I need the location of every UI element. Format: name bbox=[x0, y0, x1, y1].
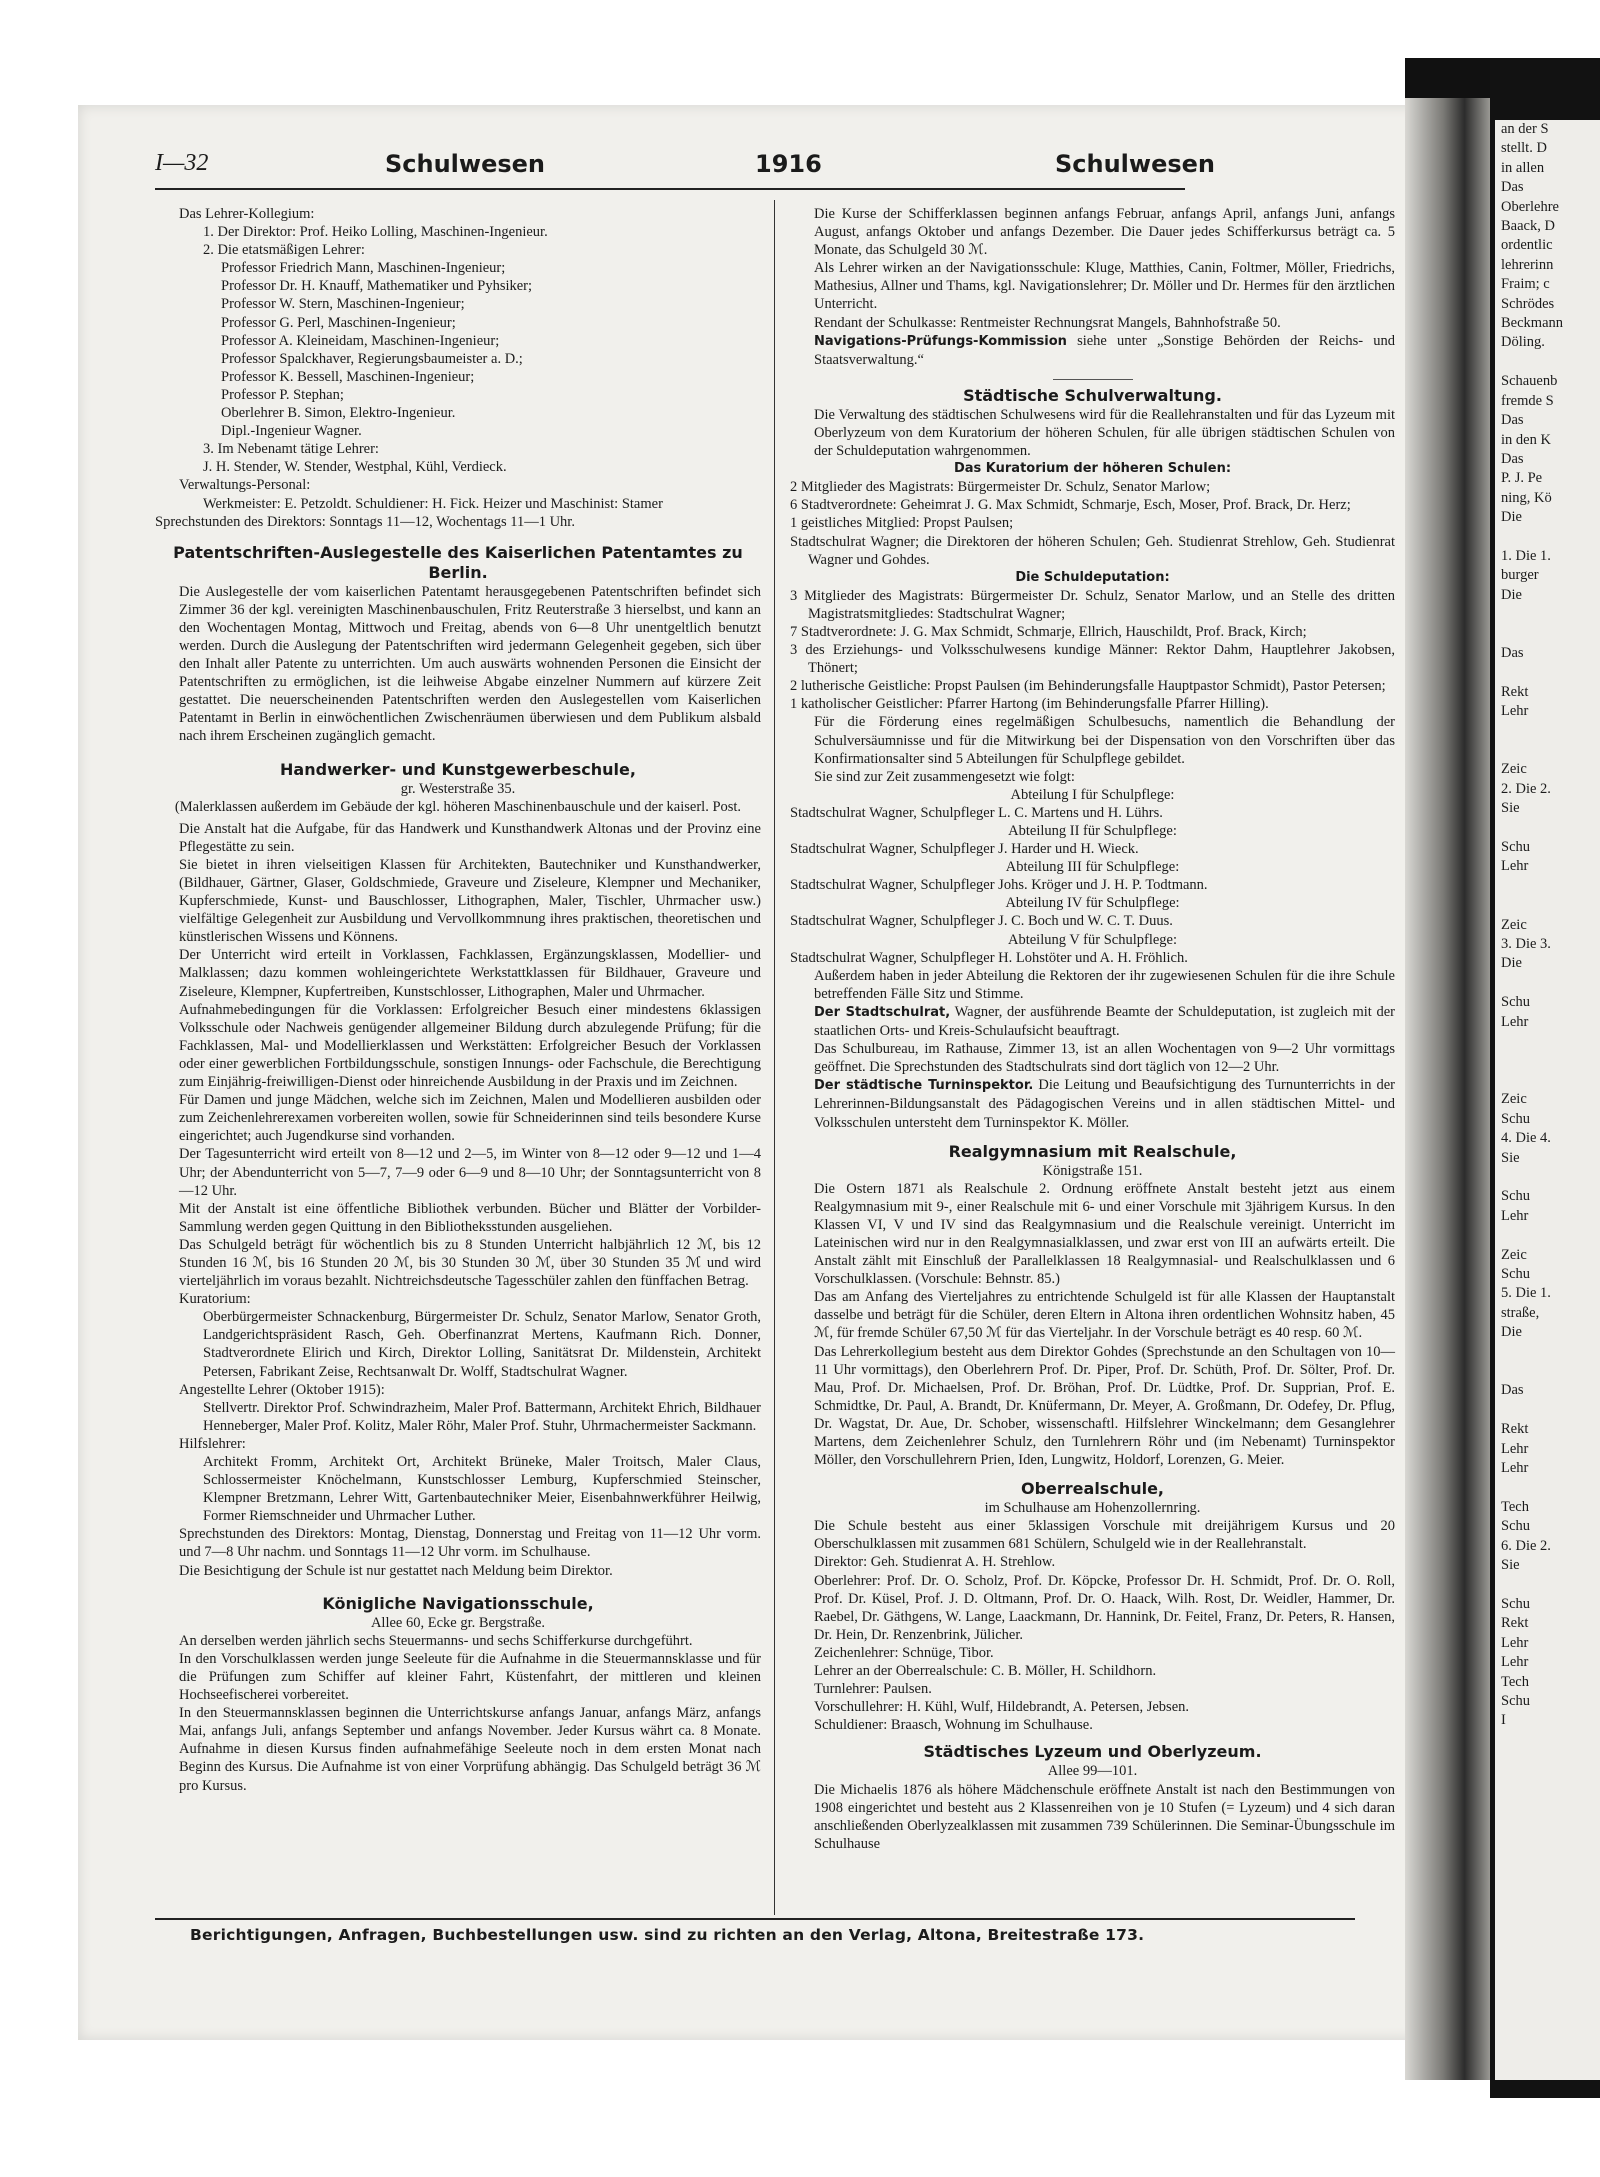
next-page-fragment: in allen bbox=[1501, 159, 1545, 176]
section-separator bbox=[1053, 379, 1133, 380]
text-line: Sprechstunden des Direktors: Sonntags 11—12, Wochentags 11—1 Uhr. bbox=[155, 513, 575, 530]
paragraph: Für Damen und junge Mädchen, welche sich im Zeichnen, Malen und Modellieren ausbilden oder zum Zeichenlehrerexamen vorbereiten wollen, sowie für Schneiderinnen sind teils besondere Kurse eingerichtet; auch Jugendkurse sind vorhanden. bbox=[179, 1092, 761, 1145]
next-page-fragment: Lehr bbox=[1501, 1634, 1529, 1651]
next-page-fragment: Lehr bbox=[1501, 1460, 1529, 1477]
next-page-fragment: Das bbox=[1501, 412, 1524, 429]
handwerker-address: gr. Westerstraße 35. bbox=[400, 780, 516, 797]
text-line: Verwaltungs-Personal: bbox=[179, 477, 311, 494]
paragraph: Sie bietet in ihren vielseitigen Klassen für Architekten, Bautechniker und Kunsthandwerker, (Bildhauer, Gärtner, Glaser, Goldschmiede, Graveure und Ziseleure, Klempner und Mechaniker, Kupferschmiede, Kunst- und Bauschlosser, Lithographen, Maler, Tischler, Uhrmacher usw.) vielfältige Gelegenheit zur Ausbildung und Vervollkommnung ihres praktischen, theoretischen und künstlerischen Wissens und Könnens. bbox=[179, 856, 761, 946]
next-page-fragment: 5. Die 1. bbox=[1501, 1285, 1551, 1302]
abteilung-head: Abteilung II für Schulpflege: bbox=[1008, 823, 1177, 839]
next-page-fragment: 2. Die 2. bbox=[1501, 780, 1551, 797]
section-title-staedtische: Städtische Schulverwaltung. bbox=[963, 385, 1222, 405]
text-line: Professor Dr. H. Knauff, Mathematiker und Pyhsiker; bbox=[221, 278, 533, 295]
next-page-fragment: lehrerinn bbox=[1501, 256, 1554, 273]
next-page-fragment: Die bbox=[1501, 586, 1522, 603]
next-page-fragment: Sie bbox=[1501, 800, 1520, 817]
next-page-fragment bbox=[1495, 1575, 1600, 1594]
angestellte-text: Stellvertr. Direktor Prof. Schwindrazheim, Maler Prof. Battermann, Architekt Ehrich, Bildhauer Henneberger, Maler Prof. Kolitz, Maler Röhr, Maler Prof. Stuhr, Uhrmachermeister Sackmann. bbox=[203, 1399, 761, 1434]
book-binding bbox=[1405, 60, 1490, 2080]
next-page-fragment: Baack, D bbox=[1501, 218, 1555, 235]
next-page-fragment: 6. Die 2. bbox=[1501, 1537, 1551, 1554]
next-page-fragment: Lehr bbox=[1501, 703, 1529, 720]
next-page-fragment: Die bbox=[1501, 955, 1522, 972]
abteilung-text: Stadtschulrat Wagner, Schulpfleger H. Lohstöter und A. H. Fröhlich. bbox=[790, 949, 1188, 966]
paragraph: An derselben werden jährlich sechs Steuermanns- und sechs Schifferkurse durchgeführt. bbox=[179, 1632, 693, 1649]
text-line: Professor W. Stern, Maschinen-Ingenieur; bbox=[221, 296, 465, 313]
next-page-fragment: Das bbox=[1501, 179, 1524, 196]
section-title-realgymnasium: Realgymnasium mit Realschule, bbox=[948, 1141, 1237, 1161]
next-page-fragment: ning, Kö bbox=[1501, 489, 1552, 506]
left-column bbox=[155, 205, 761, 1795]
text-line: Professor Spalckhaver, Regierungsbaumeister a. D.; bbox=[221, 350, 523, 367]
next-page-fragment bbox=[1495, 877, 1600, 896]
abteilung-text: Stadtschulrat Wagner, Schulpfleger Johs. Kröger und J. H. P. Todtmann. bbox=[790, 877, 1208, 894]
next-page-fragment: Beckmann bbox=[1501, 315, 1564, 332]
next-page-fragments bbox=[1495, 120, 1600, 1731]
next-page-fragment: Lehr bbox=[1501, 1654, 1529, 1671]
text-line: Dipl.-Ingenieur Wagner. bbox=[221, 423, 362, 440]
section-title-navigation: Königliche Navigationsschule, bbox=[322, 1593, 594, 1613]
next-page-fragment: Tech bbox=[1501, 1673, 1529, 1690]
next-page-fragment: Zeic bbox=[1501, 916, 1527, 933]
paragraph: Der Unterricht wird erteilt in Vorklassen, Fachklassen, Ergänzungsklassen, Modellier- und Malklassen; dazu kommen wohleingerichtete Werkstattklassen für Bildhauer, Graveure und Ziseleure, Klempner, Kupfertreiben, Kunstschlosser, Lithographen, Maler und Uhrmacher. bbox=[179, 947, 761, 1000]
footer-notice: Berichtigungen, Anfragen, Buchbestellungen usw. sind zu richten an den Verlag, Altona, Breitestraße 173. bbox=[190, 1926, 1145, 1944]
next-page-fragment: Das bbox=[1501, 450, 1524, 467]
paragraph: In den Vorschulklassen werden junge Seeleute für die Aufnahme in die Steuermannsklasse und für die Prüfungen zum Schiffer auf kleiner Fahrt, Küstenfahrt, der mittleren und kleinen Hochseefischerei vorbereitet. bbox=[179, 1650, 761, 1704]
hilfslehrer-text: Architekt Fromm, Architekt Ort, Architekt Brüneke, Maler Troitsch, Maler Claus, Schlossermeister Knöchelmann, Kunstschlosser Lemburg, Kupferschmied Steinscher, Klempner Bretzmann, Lehrer Witt, Gartenbautechniker Meier, Eisenbahnwerkführer Heilwig, Former Riemschneider und Uhrmacher Luther. bbox=[203, 1454, 761, 1525]
next-page-fragment bbox=[1495, 819, 1600, 838]
text-line: Professor A. Kleineidam, Maschinen-Ingenieur; bbox=[221, 332, 500, 349]
text-line: Das Lehrer-Kollegium: bbox=[179, 206, 315, 222]
next-page-fragment: Sie bbox=[1501, 1149, 1520, 1166]
next-page-fragment: Oberlehre bbox=[1501, 198, 1559, 215]
list-item: 7 Stadtverordnete: J. G. Max Schmidt, Schmarje, Ellrich, Hauschildt, Prof. Brack, Kirch; bbox=[790, 623, 1307, 640]
paragraph: Rendant der Schulkasse: Rentmeister Rechnungsrat Mangels, Bahnhofstraße 50. bbox=[814, 314, 1281, 331]
staedtische-intro: Die Verwaltung des städtischen Schulwesens wird für die Reallehranstalten und für das Lyzeum mit Oberlyzeum von dem Kuratorium der höheren Schulen, für alle übrigen städtischen Schulen von der Schuldeputation wahrgenommen. bbox=[814, 406, 1395, 460]
next-page-fragment: 1. Die 1. bbox=[1501, 547, 1551, 564]
next-page-fragment bbox=[1495, 896, 1600, 915]
paragraph: Mit der Anstalt ist eine öffentliche Bibliothek verbunden. Bücher und Blätter der Vorbilder-Sammlung werden gegen Quittung in den Bibliotheksstunden ausgeliehen. bbox=[179, 1200, 761, 1235]
next-page-fragment: Tech bbox=[1501, 1498, 1529, 1515]
next-page-fragment: Schu bbox=[1501, 1518, 1530, 1535]
next-page-fragment bbox=[1495, 528, 1600, 547]
next-page-fragment: Sie bbox=[1501, 1557, 1520, 1574]
next-page-fragment: burger bbox=[1501, 567, 1539, 584]
year-heading: 1916 bbox=[755, 150, 822, 178]
abteilung-head: Abteilung IV für Schulpflege: bbox=[1005, 895, 1180, 912]
next-page-fragment: straße, bbox=[1501, 1304, 1540, 1321]
text-line: 3. Im Nebenamt tätige Lehrer: bbox=[203, 441, 379, 458]
next-page-fragment: Lehr bbox=[1501, 1440, 1529, 1457]
running-title-right: Schulwesen bbox=[1055, 150, 1216, 178]
next-page-fragment: 3. Die 3. bbox=[1501, 936, 1551, 953]
right-column bbox=[790, 205, 1395, 1853]
next-page-fragment bbox=[1495, 625, 1600, 644]
footer-rule bbox=[155, 1918, 1355, 1920]
abteilung-head: Abteilung V für Schulpflege: bbox=[1007, 931, 1177, 948]
stadtschulrat-text: Wagner, der ausführende Beamte der Schuldeputation, ist zugleich mit der staatlichen Orts- und Kreis-Schulaufsicht beauftragt. bbox=[814, 1003, 1395, 1040]
staff-line: Lehrer an der Oberrealschule: C. B. Möller, H. Schildhorn. bbox=[814, 1663, 1157, 1680]
deputation-head: Die Schuldeputation: bbox=[1015, 569, 1170, 585]
section-title-oberrealschule: Oberrealschule, bbox=[1020, 1479, 1165, 1499]
next-page-fragment: ordentlic bbox=[1501, 237, 1553, 254]
next-page-fragment bbox=[1495, 1226, 1600, 1245]
zusammengesetzt: Sie sind zur Zeit zusammengesetzt wie folgt: bbox=[814, 768, 1075, 785]
navigation-address: Allee 60, Ecke gr. Bergstraße. bbox=[370, 1614, 546, 1631]
text-line: Professor G. Perl, Maschinen-Ingenieur; bbox=[221, 314, 456, 331]
kuratorium-label: Kuratorium: bbox=[179, 1291, 251, 1308]
abteilung-text: Stadtschulrat Wagner, Schulpfleger J. Harder und H. Wieck. bbox=[790, 841, 1139, 858]
next-page-fragment: in den K bbox=[1501, 431, 1551, 448]
next-page-fragment: Die bbox=[1501, 509, 1522, 526]
text-line: 2. Die etatsmäßigen Lehrer: bbox=[203, 242, 365, 259]
next-page-fragment bbox=[1495, 1032, 1600, 1051]
abteilung-head: Abteilung III für Schulpflege: bbox=[1005, 859, 1180, 876]
next-page-fragment bbox=[1495, 1052, 1600, 1071]
angestellte-label: Angestellte Lehrer (Oktober 1915): bbox=[179, 1381, 385, 1398]
section-title-lyzeum: Städtisches Lyzeum und Oberlyzeum. bbox=[923, 1742, 1262, 1762]
section-title-handwerker: Handwerker- und Kunstgewerbeschule, bbox=[280, 759, 636, 779]
paragraph: Das Schulgeld beträgt für wöchentlich bis zu 8 Stunden Unterricht halbjährlich 12 ℳ, bis 12 Stunden 16 ℳ, bis 16 Stunden 20 ℳ, bis 30 Stunden 30 ℳ, über 30 Stunden 35 ℳ und wird vierteljährlich im voraus bezahlt. Nichtreichsdeutsche Tagesschüler zahlen den fünffachen Betrag. bbox=[179, 1236, 761, 1290]
list-item: Stadtschulrat Wagner; die Direktoren der höheren Schulen; Geh. Studienrat Strehlow, Geh. Studienrat Wagner und Gohdes. bbox=[790, 533, 1395, 568]
next-page-fragment bbox=[1495, 605, 1600, 624]
text-line: Professor P. Stephan; bbox=[221, 386, 344, 403]
next-page-fragment bbox=[1495, 1168, 1600, 1187]
list-item: 6 Stadtverordnete: Geheimrat J. G. Max Schmidt, Schmarje, Esch, Moser, Prof. Brack, Dr. Herz; bbox=[790, 497, 1351, 514]
next-page-fragment: Lehr bbox=[1501, 858, 1529, 875]
staff-line: Direktor: Geh. Studienrat A. H. Strehlow. bbox=[814, 1554, 1056, 1571]
next-page-fragment: Schu bbox=[1501, 839, 1530, 856]
paragraph: Die Anstalt hat die Aufgabe, für das Handwerk und Kunsthandwerk Altonas und der Provinz eine Pflegestätte zu sein. bbox=[179, 820, 761, 855]
next-page-fragment: stellt. D bbox=[1501, 140, 1547, 157]
next-page-fragment: I bbox=[1501, 1712, 1506, 1729]
pruefungs-kommission bbox=[790, 332, 1395, 369]
abteilung-note: Außerdem haben in jeder Abteilung die Rektoren der ihr zugewiesenen Schulen für die ihre Schule betreffenden Fälle Sitz und Stimme. bbox=[814, 967, 1395, 1002]
next-page-fragment: Zeic bbox=[1501, 1246, 1527, 1263]
list-item: 2 lutherische Geistliche: Propst Paulsen (im Behinderungsfalle Hauptpastor Schmidt), Pastor Petersen; bbox=[790, 678, 1386, 695]
patent-text: Die Auslegestelle der vom kaiserlichen Patentamt herausgegebenen Patentschriften befindet sich Zimmer 36 der kgl. vereinigten Maschinenbauschulen, Fritz Reuterstraße 3 hierselbst, und kann an den Wochentagen Montag, Mittwoch und Freitag, abends von 6—8 Uhr unentgeltlich benutzt werden. Durch die Auslegung der Patentschriften wird jedermann Gelegenheit gegeben, sich über den Inhalt aller Patente zu unterrichten. Um auch auswärts wohnenden Personen die Einsicht der Patentschriften zu ermöglichen, ist die leihweise Abgabe einzelner Nummern auf kürzere Zeit gestattet. Die neuerscheinenden Patentschriften werden den Auslegestellen vom Kaiserlichen Patentamt in Berlin in einwöchentlichen Zwischenräumen überwiesen und dem Publikum alsbald nach ihrem Erscheinen zugänglich gemacht. bbox=[179, 583, 761, 745]
next-page-fragment: Schu bbox=[1501, 1265, 1530, 1282]
turninspektor bbox=[790, 1076, 1395, 1131]
next-page-fragment: Zeic bbox=[1501, 1091, 1527, 1108]
next-page-fragment: Fraim; c bbox=[1501, 276, 1550, 293]
section-title-patent: Patentschriften-Auslegestelle des Kaiserlichen Patentamtes zu Berlin. bbox=[173, 542, 743, 582]
pruefungs-label: Navigations-Prüfungs-Kommission bbox=[814, 333, 1067, 349]
next-page-fragment: Lehr bbox=[1501, 1013, 1529, 1030]
text-line: Oberlehrer B. Simon, Elektro-Ingenieur. bbox=[221, 405, 456, 422]
text-line: Werkmeister: E. Petzoldt. Schuldiener: H. Fick. Heizer und Maschinist: Stamer bbox=[203, 495, 663, 512]
list-item: 1 geistliches Mitglied: Propst Paulsen; bbox=[790, 515, 1014, 532]
kuratorium-head: Das Kuratorium der höheren Schulen: bbox=[953, 461, 1232, 477]
next-page-fragment: Die bbox=[1501, 1324, 1522, 1341]
list-item: 2 Mitglieder des Magistrats: Bürgermeister Dr. Schulz, Senator Marlow; bbox=[790, 479, 1211, 496]
paragraph: Der Tagesunterricht wird erteilt von 8—12 und 2—5, im Winter von 8—12 oder 9—12 und 1—4 Uhr; der Abendunterricht von 5—7, 7—9 oder 6—9 und 8—10 Uhr; der Sonntagsunterricht von 8—12 Uhr. bbox=[179, 1146, 761, 1199]
foerderung: Für die Förderung eines regelmäßigen Schulbesuchs, namentlich die Behandlung der Schulversäumnisse und für die Mitwirkung bei der Dispensation von den Vorschriften über das Konfirmationsalter sind 5 Abteilungen für Schulpflege gebildet. bbox=[814, 714, 1395, 767]
next-page-fragment: Zeic bbox=[1501, 761, 1527, 778]
next-page-fragment: P. J. Pe bbox=[1501, 470, 1543, 487]
staff-line: Schuldiener: Braasch, Wohnung im Schulhause. bbox=[814, 1717, 1093, 1734]
staff-line: Vorschullehrer: H. Kühl, Wulf, Hildebrandt, A. Petersen, Jebsen. bbox=[814, 1699, 1190, 1716]
next-page-fragment: Schrödes bbox=[1501, 295, 1555, 312]
next-page-fragment: Schu bbox=[1501, 994, 1530, 1011]
schulbureau: Das Schulbureau, im Rathause, Zimmer 13, ist an allen Wochentagen von 9—2 Uhr vormittags geöffnet. Die Sprechstunden des Stadtschulrats sind dort täglich von 12—2 Uhr. bbox=[814, 1041, 1395, 1076]
next-page-fragment: Rekt bbox=[1501, 683, 1529, 700]
next-page-edge bbox=[1495, 120, 1600, 2080]
next-page-fragment: Döling. bbox=[1501, 334, 1545, 351]
list-item: 3 des Erziehungs- und Volksschulwesens kundige Männer: Rektor Dahm, Hauptlehrer Jakobsen, Thönert; bbox=[790, 642, 1395, 677]
hilfslehrer-label: Hilfslehrer: bbox=[179, 1435, 246, 1452]
abteilung-text: Stadtschulrat Wagner, Schulpfleger J. C. Boch und W. C. T. Duus. bbox=[790, 913, 1173, 930]
header-rule bbox=[155, 188, 1185, 190]
next-page-fragment: Rekt bbox=[1501, 1615, 1529, 1632]
pruefungs-text: siehe unter „Sonstige Behörden der Reichs- und Staatsverwaltung.“ bbox=[814, 332, 1395, 368]
sprechstunden: Sprechstunden des Direktors: Montag, Dienstag, Donnerstag und Freitag von 11—12 Uhr vorm. und 7—8 Uhr nachm. und Sonntags 11—12 Uhr vorm. im Schulhause. bbox=[179, 1526, 761, 1561]
stadtschulrat bbox=[790, 1003, 1395, 1040]
next-page-fragment bbox=[1495, 1478, 1600, 1497]
next-page-fragment: 4. Die 4. bbox=[1501, 1130, 1551, 1147]
next-page-fragment bbox=[1495, 1343, 1600, 1362]
text-line: Professor Friedrich Mann, Maschinen-Ingenieur; bbox=[221, 260, 506, 277]
stadtschulrat-label: Der Stadtschulrat, bbox=[814, 1004, 951, 1020]
lyzeum-text: Die Michaelis 1876 als höhere Mädchenschule eröffnete Anstalt ist nach den Bestimmungen von 1908 eingerichtet und besteht aus 2 Klassenreihen von je 10 Stufen (= Lyzeum) und 4 sich daran anschließenden Oberlyzealklassen mit zusammen 739 Schülerinnen. Die Seminar-Übungsschule im Schulhause bbox=[814, 1781, 1395, 1852]
lehrer-kollegium bbox=[155, 205, 761, 531]
paragraph: Die Kurse der Schifferklassen beginnen anfangs Februar, anfangs April, anfangs Juni, anfangs August, anfangs Oktober und anfangs Dezember. Die Dauer jedes Schifferkursus beträgt ca. 5 Monate, das Schulgeld 30 ℳ. bbox=[814, 206, 1395, 259]
realgym-address: Königstraße 151. bbox=[1042, 1162, 1143, 1179]
next-page-fragment: Schu bbox=[1501, 1595, 1530, 1612]
next-page-fragment: Schu bbox=[1501, 1692, 1530, 1709]
next-page-fragment: Schauenb bbox=[1501, 373, 1558, 390]
oberreal-address: im Schulhause am Hohenzollernring. bbox=[984, 1500, 1201, 1517]
abteilung-text: Stadtschulrat Wagner, Schulpfleger L. C. Martens und H. Lührs. bbox=[790, 804, 1163, 821]
paragraph: Aufnahmebedingungen für die Vorklassen: Erfolgreicher Besuch einer mindestens 6klassigen Volksschule oder Nachweis genügender allgemeiner Bildung durch abzulegende Prüfung; für die Fachklassen, Mal- und Modellierklassen und Werkstätten: Erfolgreicher Besuch der Vorklassen oder einer gewerblichen Fortbildungsschule, sonstigen Innungs- oder Fachschule, die Berechtigung zum Einjährig-freiwilligen-Dienst oder hinreichende Ausbildung in der Praxis und im Zeichnen. bbox=[179, 1001, 761, 1091]
column-divider bbox=[774, 200, 775, 1915]
next-page-fragment bbox=[1495, 353, 1600, 372]
next-page-fragment bbox=[1495, 741, 1600, 760]
staff-line: Oberlehrer: Prof. Dr. O. Scholz, Prof. Dr. Köpcke, Professor Dr. H. Schmidt, Prof. Dr. O. Roll, Prof. Dr. Küsel, Prof. J. D. Oltmann, Prof. Dr. O. Haack, Wilh. Rost, Dr. Weidler, Hammer, Dr. Raebel, Dr. Gäthgens, W. Lange, Laackmann, Dr. Hannink, Dr. Feitel, Franz, Dr. Peters, R. Hansen, Dr. Hein, Dr. Renzenbrink, Jülicher. bbox=[814, 1572, 1395, 1643]
paragraph: In den Steuermannsklassen beginnen die Unterrichtskurse anfangs Januar, anfangs März, anfangs Mai, anfangs Juli, anfangs September und anfangs November. Jeder Kursus währt ca. 8 Monate. Aufnahme in diesen Kursus finden aufnahmefähige Seeleute noch in dem ersten Monat nach Beginn des Kursus. Die Aufnahme ist von einer Vorprüfung abhängig. Das Schulgeld beträgt 36 ℳ pro Kursus. bbox=[179, 1705, 761, 1794]
lyzeum-address: Allee 99—101. bbox=[1047, 1763, 1138, 1780]
text-line: J. H. Stender, W. Stender, Westphal, Kühl, Verdieck. bbox=[203, 459, 507, 476]
staff-line: Turnlehrer: Paulsen. bbox=[814, 1681, 932, 1698]
paragraph: Das am Anfang des Vierteljahres zu entrichtende Schulgeld ist für alle Klassen der Hauptanstalt dasselbe und beträgt für die Schüler, deren Eltern in Altona ihren ordentlichen Wohnsitz haben, 45 ℳ, für fremde Schüler 67,50 ℳ für das Vierteljahr. In der Vorschule beträgt es 40 resp. 60 ℳ. bbox=[814, 1289, 1395, 1342]
next-page-fragment bbox=[1495, 1362, 1600, 1381]
turn-text: Die Leitung und Beaufsichtigung des Turnunterrichts in der Lehrerinnen-Bildungsanstalt des Pädagogischen Vereins und in allen städtischen Mittel- und Volksschulen untersteht dem Turninspektor K. Möller. bbox=[814, 1077, 1395, 1131]
turn-label: Der städtische Turninspektor. bbox=[814, 1078, 1034, 1094]
next-page-fragment bbox=[1495, 1071, 1600, 1090]
abteilung-head: Abteilung I für Schulpflege: bbox=[1010, 786, 1175, 803]
handwerker-note: (Malerklassen außerdem im Gebäude der kgl. höheren Maschinenbauschule und der kaiserl. Post. bbox=[174, 798, 742, 815]
next-page-fragment: Schu bbox=[1501, 1188, 1530, 1205]
scan-border bbox=[0, 0, 1600, 45]
paragraph: Die Ostern 1871 als Realschule 2. Ordnung eröffnete Anstalt besteht jetzt aus einem Realgymnasium mit 9-, einer Realschule mit 6- und einer Vorschule mit 3jährigem Kursus. In den Klassen VI, V und IV sind das Realgymnasium und die Realschule vereinigt. Unterricht im Lateinischen wird nur in den Realgymnasialklassen, und zwar erst von III an aufwärts erteilt. Die Anstalt zählt mit Einschluß der Parallelklassen 18 Realgymnasial- und Realschulklassen und 6 Vorschulklassen. (Vorschule: Behnstr. 85.) bbox=[814, 1180, 1395, 1288]
paragraph: Als Lehrer wirken an der Navigationsschule: Kluge, Matthies, Canin, Foltmer, Möller, Friedrichs, Mathesius, Allner und Thams, kgl. Navigationslehrer; Dr. Möller und Dr. Hermes für den ärztlichen Unterricht. bbox=[814, 260, 1395, 313]
next-page-fragment: Schu bbox=[1501, 1110, 1530, 1127]
list-item: 3 Mitglieder des Magistrats: Bürgermeister Dr. Schulz, Senator Marlow, und an Stelle des dritten Magistratsmitgliedes: Stadtschulrat Wagner; bbox=[790, 587, 1395, 622]
next-page-fragment bbox=[1495, 663, 1600, 682]
kuratorium-text: Oberbürgermeister Schnackenburg, Bürgermeister Dr. Schulz, Senator Marlow, Senator Groth, Landgerichtspräsident Rasch, Geh. Oberfinanzrat Mertens, Kaufmann Rich. Donner, Stadtverordnete Elirich und Kirch, Direktor Lolling, Sanitätsrat Dr. Mildenstein, Architekt Petersen, Fabrikant Zeise, Rechtsanwalt Dr. Wolff, Stadtschulrat Wagner. bbox=[203, 1309, 761, 1380]
text-line: Professor K. Bessell, Maschinen-Ingenieur; bbox=[221, 368, 475, 385]
oberreal-text: Die Schule besteht aus einer 5klassigen Vorschule mit dreijährigem Kursus und 20 Oberschulklassen mit zusammen 681 Schülern, Schulgeld wie in der Reallehranstalt. bbox=[814, 1518, 1395, 1553]
next-page-fragment: fremde S bbox=[1501, 392, 1554, 409]
next-page-fragment bbox=[1495, 974, 1600, 993]
next-page-fragment: Rekt bbox=[1501, 1421, 1529, 1438]
staff-line: Zeichenlehrer: Schnüge, Tibor. bbox=[814, 1644, 994, 1661]
next-page-fragment bbox=[1495, 1401, 1600, 1420]
besichtigung: Die Besichtigung der Schule ist nur gestattet nach Meldung beim Direktor. bbox=[179, 1562, 613, 1579]
paragraph: Das Lehrerkollegium besteht aus dem Direktor Gohdes (Sprechstunde an den Schultagen von 10—11 Uhr vormittags), den Oberlehrern Prof. Dr. Piper, Prof. Dr. Schüth, Prof. Dr. Sölter, Prof. Dr. Mau, Prof. Dr. Michaelsen, Prof. Dr. Bröhan, Prof. Dr. Lüdtke, Prof. Dr. Supprian, Prof. E. Schmidtke, Dr. Paul, A. Brandt, Dr. Knüfermann, Dr. Meyer, A. Großmann, Dr. Odefey, Dr. Pflug, Dr. Wagstat, Dr. Aue, Dr. Schober, wissenschaftl. Hilfslehrer Winckelmann; dem Gesanglehrer Martens, dem Zeichenlehrer Schulz, den Turnlehrern Röhr und (im Nebenamt) Turninspektor Möller, den Vorschullehrern Prien, Iden, Lungwitz, Holdorf, Lorenzen, G. Meier. bbox=[814, 1343, 1395, 1469]
next-page-fragment: Das bbox=[1501, 1382, 1524, 1399]
running-title-left: Schulwesen bbox=[385, 150, 546, 178]
list-item: 1 katholischer Geistlicher: Pfarrer Hartong (im Behinderungsfalle Pfarrer Hilling). bbox=[790, 696, 1269, 713]
next-page-fragment: Das bbox=[1501, 644, 1524, 661]
page-number: I—32 bbox=[155, 150, 209, 176]
next-page-fragment: Lehr bbox=[1501, 1207, 1529, 1224]
next-page-fragment bbox=[1495, 722, 1600, 741]
next-page-fragment: an der S bbox=[1501, 121, 1549, 137]
page-header bbox=[155, 150, 1216, 186]
text-line: 1. Der Direktor: Prof. Heiko Lolling, Maschinen-Ingenieur. bbox=[203, 224, 548, 241]
